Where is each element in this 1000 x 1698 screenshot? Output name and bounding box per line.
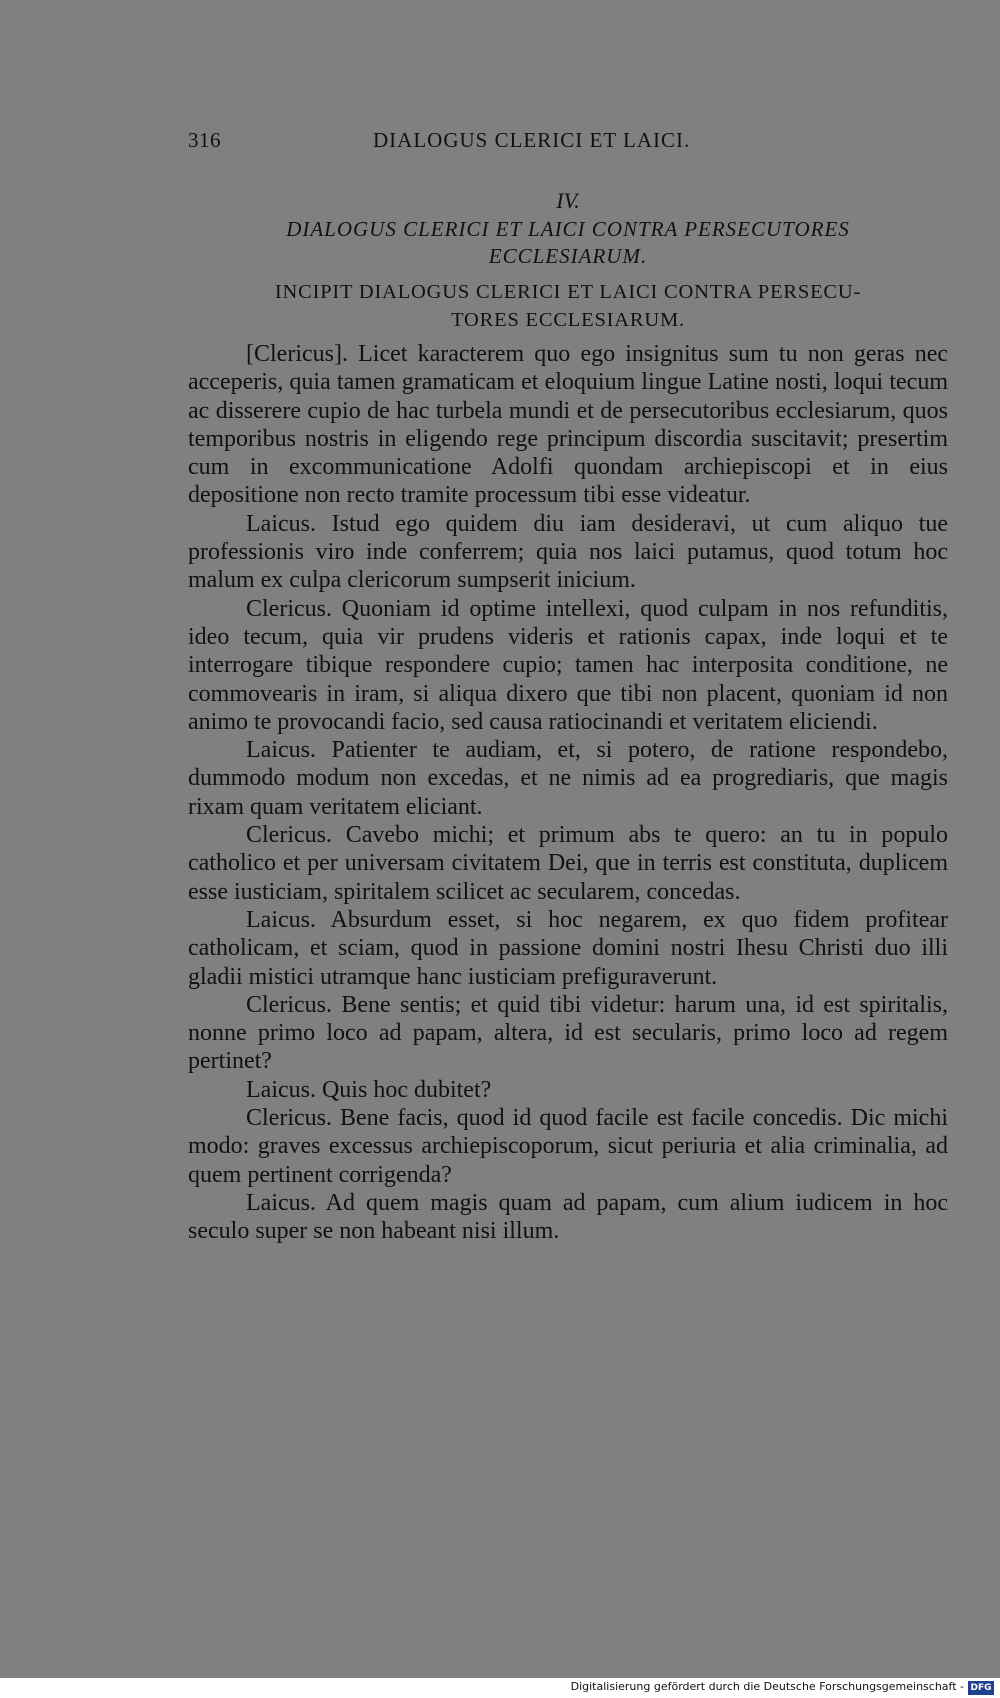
- paragraph: Clericus. Bene sentis; et quid tibi videtur: harum una, id est spiritalis, nonne primo loco ad papam, altera, id est secularis, primo loco ad regem pertinet?: [188, 991, 948, 1075]
- section-title: [188, 216, 948, 270]
- section-number: IV.: [556, 188, 580, 213]
- section-title-line: ECCLESIARUM.: [488, 244, 648, 268]
- paragraph: Clericus. Quoniam id optime intellexi, quod culpam in nos refunditis, ideo tecum, quia vir prudens videris et rationis capax, inde loqui et te interrogare tibique respondere cupio; tamen hac interposita conditione, ne commovearis in iram, si aliqua dixero que tibi non placent, quoniam id non animo te provocandi facio, sed causa ratiocinandi et veritatem eliciendi.: [188, 595, 948, 735]
- running-header: [188, 128, 948, 158]
- funding-credit: Digitalisierung gefördert durch die Deutsche Forschungsgemeinschaft -: [570, 1680, 964, 1693]
- dfg-logo: DFG: [968, 1681, 994, 1695]
- paragraph: Clericus. Bene facis, quod id quod facile est facile concedis. Dic michi modo: graves excessus archiepiscoporum, sicut periuria et alia criminalia, ad quem pertinent corrigenda?: [188, 1105, 948, 1188]
- paragraph: Clericus. Cavebo michi; et primum abs te quero: an tu in populo catholico et per universam civitatem Dei, que in terris est constituta, duplicem esse iusticiam, spiritalem scilicet ac secularem, concedas.: [188, 822, 948, 905]
- body-text: [188, 340, 948, 1246]
- paragraph: Laicus. Absurdum esset, si hoc negarem, ex quo fidem profitear catholicam, et sciam, quod in passione domini nostri Ihesu Christi duo illi gladii mistici utramque hanc iusticiam prefiguraverunt.: [188, 906, 948, 990]
- paragraph: Laicus. Ad quem magis quam ad papam, cum alium iudicem in hoc seculo super se non habeant nisi illum.: [188, 1189, 948, 1245]
- page-number: 316: [188, 128, 221, 152]
- paragraph: [Clericus]. Licet karacterem quo ego insignitus sum tu non geras nec acceperis, quia tamen gramaticam et eloquium lingue Latine nosti, loqui tecum ac disserere cupio de hac turbela mundi et de persecutoribus ecclesiarum, quos temporibus nostris in eligendo rege principum discordia suscitavit; presertim cum in excommunicatione Adolfi quondam archiepiscopi et in eius depositione non recto tramite processum tibi esse videatur.: [188, 341, 948, 509]
- incipit-line: TORES ECCLESIARUM.: [451, 309, 685, 331]
- running-title: DIALOGUS CLERICI ET LAICI.: [373, 128, 691, 152]
- paragraph: Laicus. Istud ego quidem diu iam desideravi, ut cum aliquo tue professionis viro inde conferrem; quia nos laici putamus, quod totum hoc malum ex culpa clericorum sumpserit inicium.: [188, 510, 948, 594]
- incipit-heading: [188, 278, 948, 334]
- section-title-line: DIALOGUS CLERICI ET LAICI CONTRA PERSECUTORES: [286, 217, 850, 241]
- paragraph: Laicus. Quis hoc dubitet?: [246, 1076, 492, 1103]
- footer-bar: [0, 1678, 1000, 1698]
- incipit-line: INCIPIT DIALOGUS CLERICI ET LAICI CONTRA PERSECU-: [274, 281, 862, 303]
- paragraph: Laicus. Patienter te audiam, et, si potero, de ratione respondebo, dummodo modum non excedas, et ne nimis ad ea progrediaris, que magis rixam quam veritatem eliciant.: [188, 737, 948, 820]
